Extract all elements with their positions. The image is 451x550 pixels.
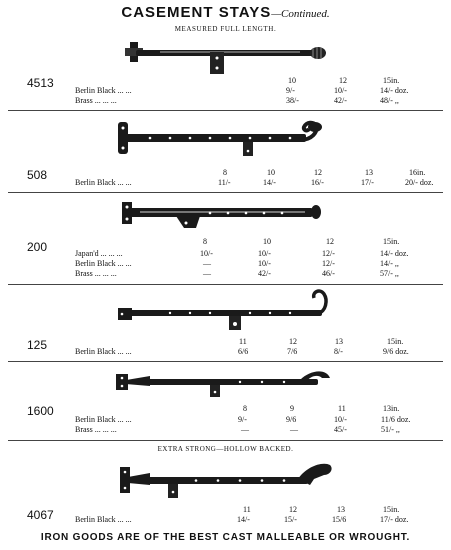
size-cell: 16in. — [409, 168, 426, 177]
footer-note: IRON GOODS ARE OF THE BEST CAST MALLEABLE OR WROUGHT. — [40, 532, 411, 543]
extra-strong-note: EXTRA STRONG—HOLLOW BACKED. — [157, 445, 294, 453]
price-cell: 6/6 — [238, 347, 249, 356]
size-cell: 11 — [338, 404, 346, 413]
size-cell: 9 — [290, 404, 294, 413]
size-cell: 11 — [243, 505, 251, 514]
finish-label: Berlin Black ... ... — [75, 178, 132, 187]
price-cell: 17/- doz. — [380, 515, 409, 524]
title-suffix: —Continued. — [271, 8, 330, 20]
finish-label: Berlin Black ... ... — [75, 259, 132, 268]
price-row — [0, 249, 451, 259]
size-cell: 13 — [335, 337, 343, 346]
size-header-row — [0, 237, 451, 247]
price-row — [0, 515, 451, 525]
page-title — [0, 4, 451, 22]
price-cell: 42/- — [258, 269, 271, 278]
subtitle: MEASURED FULL LENGTH. — [174, 25, 277, 33]
pattern-number: 4513 — [27, 76, 54, 90]
size-cell: 10 — [263, 237, 271, 246]
size-cell: 8 — [223, 168, 227, 177]
price-cell: 12/- — [322, 259, 335, 268]
price-cell: 10/- — [334, 415, 347, 424]
pattern-number: 1600 — [27, 404, 54, 418]
casement-stay-4513-illustration — [0, 38, 451, 78]
size-cell: 12 — [326, 237, 334, 246]
price-row — [0, 86, 451, 96]
size-cell: 15in. — [383, 505, 400, 514]
price-cell: 48/- ,, — [380, 96, 399, 105]
price-row — [0, 269, 451, 279]
size-cell: 12 — [339, 76, 347, 85]
size-header-row — [0, 337, 451, 347]
size-cell: 12 — [289, 337, 297, 346]
price-cell: 14/- ,, — [380, 259, 399, 268]
price-row — [0, 415, 451, 425]
price-cell: 38/- — [286, 96, 299, 105]
section-divider — [8, 361, 443, 362]
casement-stay-1600-illustration — [0, 364, 451, 404]
price-row — [0, 425, 451, 435]
price-cell: 15/- — [284, 515, 297, 524]
size-header-row — [0, 168, 451, 178]
finish-label: Berlin Black ... ... — [75, 347, 132, 356]
finish-label: Brass ... ... ... — [75, 269, 117, 278]
size-cell: 12 — [314, 168, 322, 177]
size-cell: 15in. — [383, 237, 400, 246]
finish-label: Japan'd ... ... ... — [75, 249, 123, 258]
price-row — [0, 259, 451, 269]
finish-label: Berlin Black ... ... — [75, 515, 132, 524]
price-cell: 14/- doz. — [380, 249, 409, 258]
price-cell: 42/- — [334, 96, 347, 105]
price-row — [0, 96, 451, 106]
pattern-number: 508 — [27, 168, 48, 182]
price-cell: 16/- — [311, 178, 324, 187]
price-cell: 11/- — [218, 178, 231, 187]
size-cell: 15in. — [387, 337, 404, 346]
price-cell: — — [203, 259, 211, 268]
price-cell: 11/6 doz. — [381, 415, 411, 424]
size-cell: 12 — [289, 505, 297, 514]
price-row — [0, 178, 451, 188]
price-cell: 17/- — [361, 178, 374, 187]
title-text: CASEMENT STAYS — [121, 4, 272, 21]
price-cell: 10/- — [200, 249, 213, 258]
pattern-number: 200 — [27, 240, 48, 254]
price-cell: 9/- — [286, 86, 295, 95]
price-cell: 45/- — [334, 425, 347, 434]
size-cell: 10 — [267, 168, 275, 177]
price-cell: 14/- doz. — [380, 86, 409, 95]
price-cell: 51/- ,, — [381, 425, 400, 434]
price-cell: 15/6 — [332, 515, 347, 524]
size-header-row — [0, 505, 451, 515]
size-cell: 13 — [365, 168, 373, 177]
price-cell: 14/- — [237, 515, 250, 524]
pattern-number: 4067 — [27, 508, 54, 522]
finish-label: Brass ... ... ... — [75, 425, 117, 434]
size-cell: 8 — [203, 237, 207, 246]
price-cell: 46/- — [322, 269, 335, 278]
finish-label: Berlin Black ... ... — [75, 86, 132, 95]
size-cell: 8 — [243, 404, 247, 413]
section-divider — [8, 440, 443, 441]
price-cell: 9/6 doz. — [383, 347, 409, 356]
pattern-number: 125 — [27, 338, 48, 352]
section-divider — [8, 110, 443, 111]
price-cell: 9/6 — [286, 415, 297, 424]
price-cell: 10/- — [334, 86, 347, 95]
price-cell: 8/- — [334, 347, 343, 356]
section-divider — [8, 192, 443, 193]
size-cell: 10 — [288, 76, 296, 85]
price-cell: 10/- — [258, 249, 271, 258]
size-header-row — [0, 76, 451, 86]
finish-label: Brass ... ... ... — [75, 96, 117, 105]
size-cell: 11 — [239, 337, 247, 346]
price-row — [0, 347, 451, 357]
price-cell: 57/- ,, — [380, 269, 399, 278]
finish-label: Berlin Black ... ... — [75, 415, 132, 424]
price-cell: 20/- doz. — [405, 178, 434, 187]
price-cell: 14/- — [263, 178, 276, 187]
section-divider — [8, 284, 443, 285]
size-cell: 15in. — [383, 76, 400, 85]
size-header-row — [0, 404, 451, 414]
price-cell: 10/- — [258, 259, 271, 268]
size-cell: 13in. — [383, 404, 400, 413]
casement-stay-508-illustration — [0, 118, 451, 163]
price-cell: — — [203, 269, 211, 278]
price-cell: — — [290, 425, 298, 434]
size-cell: 13 — [337, 505, 345, 514]
price-cell: — — [241, 425, 249, 434]
casement-stay-4067-illustration — [0, 455, 451, 505]
casement-stay-125-illustration — [0, 288, 451, 336]
price-cell: 12/- — [322, 249, 335, 258]
price-cell: 7/6 — [287, 347, 298, 356]
price-cell: 9/- — [238, 415, 247, 424]
